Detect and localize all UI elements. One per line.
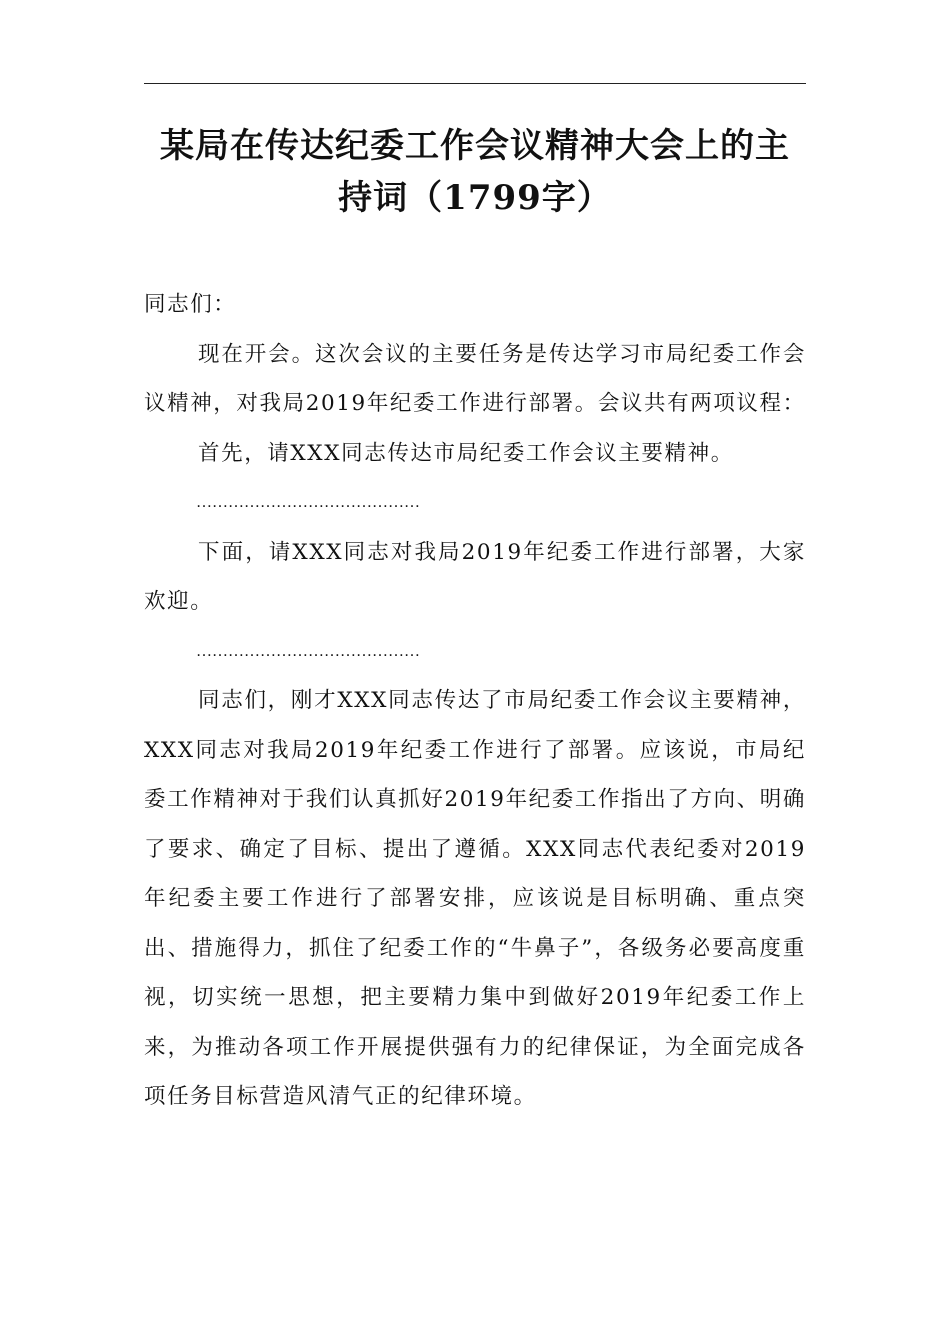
- paragraph-opening: 现在开会。这次会议的主要任务是传达学习市局纪委工作会议精神，对我局2019年纪委工作进行部署。会议共有两项议程：: [144, 341, 806, 416]
- paragraph-agenda-first: 首先，请XXX同志传达市局纪委工作会议主要精神。: [198, 440, 734, 466]
- document-body: [144, 280, 806, 1122]
- paragraph-agenda-second: 下面，请XXX同志对我局2019年纪委工作进行部署，大家欢迎。: [144, 539, 806, 614]
- document-title: 某局在传达纪委工作会议精神大会上的主持词（1799字）: [160, 126, 790, 218]
- salutation: 同志们：: [144, 292, 237, 317]
- paragraph-summary: 同志们，刚才XXX同志传达了市局纪委工作会议主要精神，XXX同志对我局2019年纪委工作进行了部署。应该说，市局纪委工作精神对于我们认真抓好2019年纪委工作指出了方向、明确了要求、确定了目标、提出了遵循。XXX同志代表纪委对2019年纪委主要工作进行了部署安排，应该说是目标明确、重点突出、措施得力，抓住了纪委工作的“牛鼻子”，各级务必要高度重视，切实统一思想，把主要精力集中到做好2019年纪委工作上来，为推动各项工作开展提供强有力的纪律保证，为全面完成各项任务目标营造风清气正的纪律环境。: [144, 688, 806, 1109]
- header-rule: [144, 83, 806, 84]
- ellipsis-separator: ……………………………………: [196, 494, 420, 511]
- ellipsis-separator: ……………………………………: [196, 642, 420, 660]
